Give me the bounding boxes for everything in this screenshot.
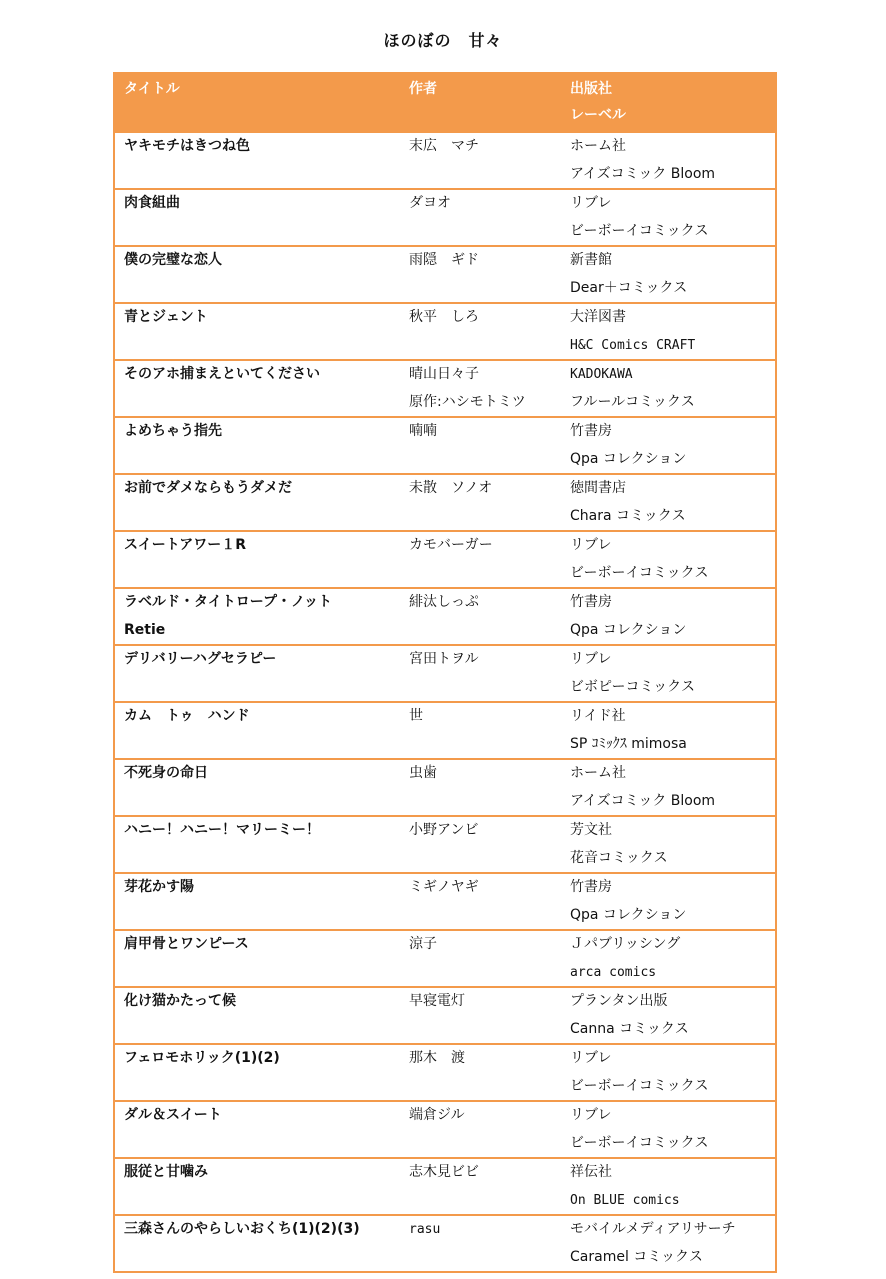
publisher-line: ホーム社 [570, 138, 626, 154]
title-cell [114, 417, 400, 474]
author-cell [400, 303, 561, 360]
title-cell [114, 816, 400, 873]
publisher-line: 祥伝社 [570, 1164, 612, 1180]
publisher-line: Chara コミックス [570, 507, 686, 524]
header-author-label: 作者 [409, 81, 437, 97]
title-line: デリバリーハグセラピー [124, 651, 277, 667]
publisher-cell [561, 132, 776, 189]
title-cell [114, 759, 400, 816]
publisher-line: 竹書房 [570, 423, 612, 439]
author-cell [400, 1215, 561, 1272]
table-row [114, 246, 776, 303]
table-row [114, 303, 776, 360]
table-row [114, 1215, 776, 1272]
author-cell [400, 702, 561, 759]
publisher-line: リブレ [570, 651, 612, 667]
author-cell [400, 360, 561, 417]
publisher-line: リイド社 [570, 708, 626, 724]
author-cell [400, 873, 561, 930]
author-cell [400, 930, 561, 987]
header-title [114, 73, 400, 132]
publisher-line: アイズコミック Bloom [570, 792, 716, 809]
publisher-line: arca comics [570, 964, 657, 980]
table-row [114, 588, 776, 645]
author-cell [400, 1158, 561, 1215]
publisher-line: Qpa コレクション [570, 906, 687, 923]
title-line: 芽花かす陽 [124, 879, 194, 895]
page-title: ほのぼの 甘々 [383, 31, 503, 50]
publisher-line: リブレ [570, 195, 612, 211]
title-line: そのアホ捕まえといてください [124, 366, 320, 382]
title-cell [114, 702, 400, 759]
title-line: 三森さんのやらしいおくち(1)(2)(3) [124, 1221, 360, 1237]
author-line: 志木見ビビ [409, 1164, 479, 1180]
table-row [114, 873, 776, 930]
author-line: 未散 ソノオ [409, 480, 493, 496]
table-row [114, 531, 776, 588]
author-line: 宮田トヲル [409, 651, 479, 667]
author-line: 小野アンビ [409, 822, 479, 838]
table-row [114, 816, 776, 873]
header-label-label: レーベル [570, 107, 626, 123]
title-line: ハニー！ハニー！マリーミー！ [124, 822, 320, 838]
publisher-line: ビーボーイコミックス [570, 1077, 709, 1094]
publisher-line: ビーボーイコミックス [570, 1134, 709, 1151]
author-cell [400, 417, 561, 474]
table-row [114, 474, 776, 531]
publisher-cell [561, 873, 776, 930]
author-line: rasu [409, 1222, 441, 1237]
publisher-cell [561, 645, 776, 702]
publisher-line: Ｊパブリッシング [570, 936, 681, 952]
publisher-cell [561, 1101, 776, 1158]
author-line: 原作:ハシモトミツ [409, 393, 526, 410]
publisher-cell [561, 1044, 776, 1101]
publisher-cell [561, 303, 776, 360]
author-cell [400, 474, 561, 531]
author-cell [400, 246, 561, 303]
publisher-line: プランタン出版 [570, 993, 668, 1009]
author-line: 虫歯 [409, 765, 437, 781]
publisher-line: ビーボーイコミックス [570, 564, 709, 581]
publisher-cell [561, 816, 776, 873]
publisher-cell [561, 474, 776, 531]
title-cell [114, 360, 400, 417]
author-cell [400, 1101, 561, 1158]
table-row [114, 1044, 776, 1101]
title-cell [114, 1044, 400, 1101]
author-cell [400, 1044, 561, 1101]
title-cell [114, 132, 400, 189]
publisher-line: KADOKAWA [570, 367, 633, 382]
title-line: フェロモホリック(1)(2) [124, 1050, 280, 1066]
publisher-line: リブレ [570, 1107, 612, 1123]
publisher-cell [561, 360, 776, 417]
author-cell [400, 987, 561, 1044]
table-row [114, 702, 776, 759]
publisher-line: フルールコミックス [570, 393, 695, 410]
publisher-cell [561, 759, 776, 816]
author-cell [400, 645, 561, 702]
title-cell [114, 987, 400, 1044]
publisher-cell [561, 189, 776, 246]
table-row [114, 645, 776, 702]
table-row [114, 759, 776, 816]
publisher-line: H&C Comics CRAFT [570, 337, 696, 353]
title-cell [114, 303, 400, 360]
title-line: 化け猫かたって候 [124, 993, 236, 1009]
title-line: 服従と甘噛み [124, 1164, 208, 1180]
publisher-cell [561, 1215, 776, 1272]
publisher-cell [561, 531, 776, 588]
title-line: 僕の完璧な恋人 [124, 252, 222, 268]
header-title-label: タイトル [124, 81, 180, 97]
publisher-line: 徳間書店 [570, 480, 626, 496]
title-cell [114, 246, 400, 303]
publisher-cell [561, 702, 776, 759]
author-cell [400, 588, 561, 645]
author-line: 早寝電灯 [409, 993, 465, 1009]
publisher-line: 花音コミックス [570, 849, 668, 866]
publisher-line: On BLUE comics [570, 1192, 680, 1208]
title-line: スイートアワー１R [124, 537, 247, 553]
table-row [114, 360, 776, 417]
publisher-line: アイズコミック Bloom [570, 165, 716, 182]
publisher-cell [561, 246, 776, 303]
publisher-cell [561, 417, 776, 474]
author-cell [400, 816, 561, 873]
publisher-line: SP ｺﾐｯｸｽ mimosa [570, 735, 687, 752]
title-cell [114, 588, 400, 645]
author-cell [400, 189, 561, 246]
header-author [400, 73, 561, 132]
title-line: 肩甲骨とワンピース [124, 936, 249, 952]
author-line: 涼子 [409, 936, 437, 952]
author-line: 端倉ジル [409, 1107, 465, 1123]
publisher-cell [561, 930, 776, 987]
author-line: 雨隠 ギド [409, 252, 479, 268]
title-line: ラベルド・タイトロープ・ノット [124, 594, 333, 610]
publisher-line: リブレ [570, 1050, 612, 1066]
title-line: 肉食組曲 [124, 195, 180, 211]
publisher-cell [561, 588, 776, 645]
title-cell [114, 189, 400, 246]
title-cell [114, 474, 400, 531]
table-row [114, 417, 776, 474]
author-line: 末広 マチ [409, 138, 479, 154]
publisher-line: ホーム社 [570, 765, 626, 781]
author-line: カモバーガー [409, 537, 493, 553]
title-line: ヤキモチはきつね色 [124, 138, 250, 154]
title-line: ダル＆スイート [124, 1107, 222, 1123]
publisher-line: 新書館 [570, 252, 612, 268]
title-cell [114, 873, 400, 930]
table-row [114, 930, 776, 987]
publisher-cell [561, 1158, 776, 1215]
title-line: カム トゥ ハンド [124, 708, 250, 724]
title-cell [114, 1101, 400, 1158]
publisher-line: Qpa コレクション [570, 621, 687, 638]
author-line: 喃喃 [409, 423, 437, 439]
title-cell [114, 1158, 400, 1215]
title-cell [114, 645, 400, 702]
author-cell [400, 531, 561, 588]
header-publisher-label: 出版社 [570, 81, 612, 97]
title-line: よめちゃう指先 [124, 423, 222, 439]
publisher-line: 竹書房 [570, 879, 612, 895]
table-row [114, 1101, 776, 1158]
publisher-line: ビーボーイコミックス [570, 222, 709, 239]
author-line: 那木 渡 [409, 1050, 465, 1066]
title-cell [114, 930, 400, 987]
title-line: Retie [124, 621, 166, 638]
publisher-line: モバイルメディアリサーチ [570, 1221, 736, 1237]
author-line: ダヨオ [409, 195, 451, 211]
author-cell [400, 759, 561, 816]
author-line: 秋平 しろ [409, 309, 479, 325]
title-line: お前でダメならもうダメだ [124, 480, 292, 496]
publisher-line: Qpa コレクション [570, 450, 687, 467]
publisher-line: 竹書房 [570, 594, 612, 610]
publisher-line: Canna コミックス [570, 1020, 689, 1037]
table-row [114, 189, 776, 246]
author-line: 晴山日々子 [409, 366, 479, 382]
author-cell [400, 132, 561, 189]
title-line: 青とジェント [124, 309, 208, 325]
table-row [114, 132, 776, 189]
publisher-line: 芳文社 [570, 822, 612, 838]
table-row [114, 1158, 776, 1215]
header-row [114, 73, 776, 132]
book-table [113, 72, 777, 1273]
title-cell [114, 1215, 400, 1272]
title-line: 不死身の命日 [124, 765, 208, 781]
publisher-line: Caramel コミックス [570, 1248, 703, 1265]
header-publisher [561, 73, 776, 132]
publisher-line: リブレ [570, 537, 612, 553]
author-line: ミギノヤギ [409, 879, 479, 895]
table-row [114, 987, 776, 1044]
author-line: 世 [409, 708, 423, 724]
title-cell [114, 531, 400, 588]
publisher-line: ビボピーコミックス [570, 678, 696, 695]
publisher-line: 大洋図書 [570, 309, 626, 325]
author-line: 緋汰しっぷ [409, 594, 479, 610]
publisher-line: Dear＋コミックス [570, 279, 688, 296]
publisher-cell [561, 987, 776, 1044]
